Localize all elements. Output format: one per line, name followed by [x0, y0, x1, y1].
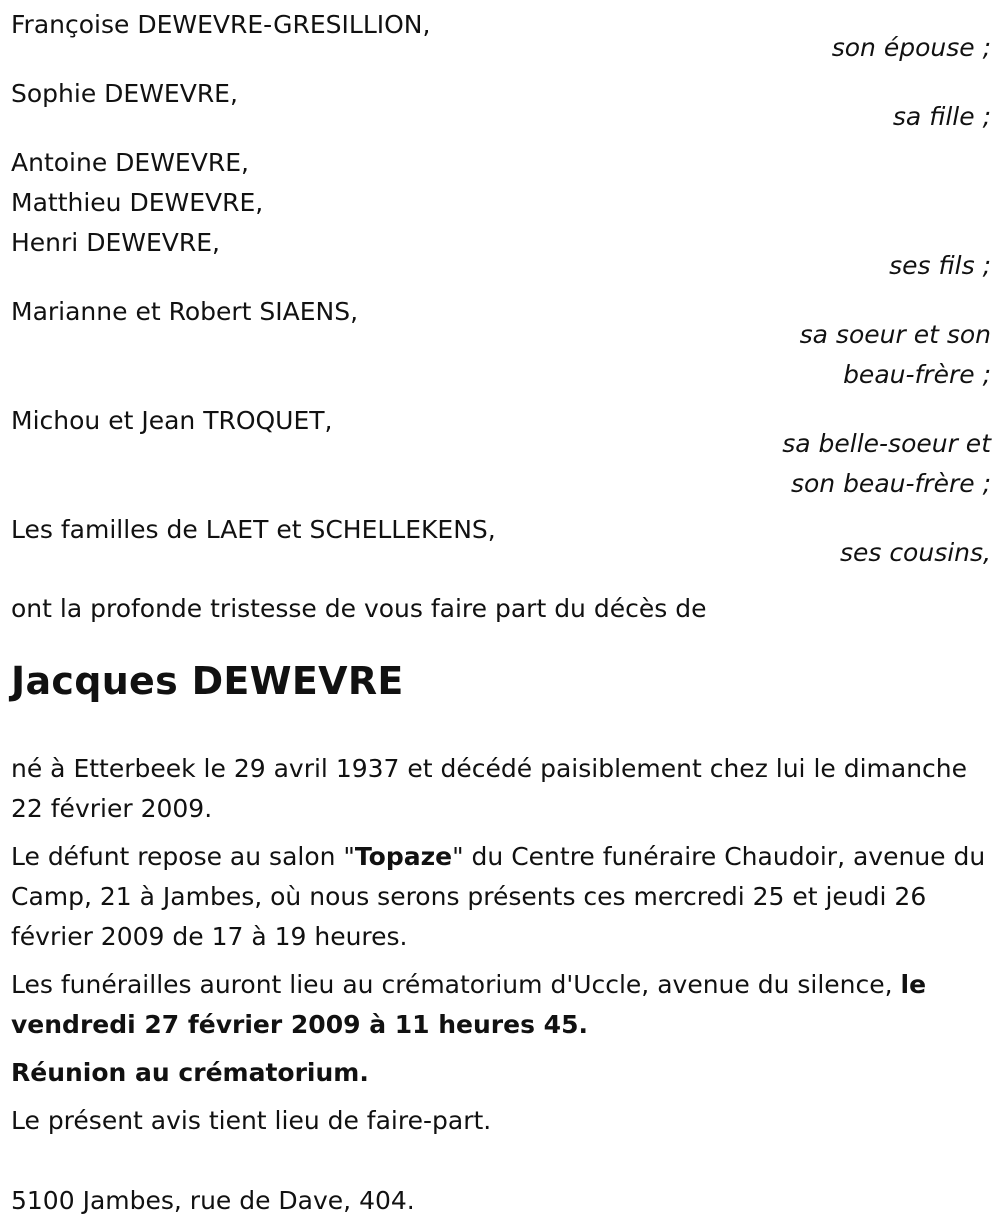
funeral-text: Les funérailles auront lieu au crématorium d'Uccle, avenue du silence,	[11, 970, 901, 999]
family-role: sa fille ;	[892, 102, 991, 131]
family-name: Michou et Jean TROQUET,	[11, 406, 333, 435]
salon-name: Topaze	[354, 842, 453, 871]
family-name: Sophie DEWEVRE,	[11, 79, 238, 108]
address-text: 5100 Jambes, rue de Dave, 404.	[11, 1186, 415, 1215]
family-name: Marianne et Robert SIAENS,	[11, 297, 359, 326]
family-role: ses fils ;	[889, 251, 991, 280]
repose-text-after: " du Centre funéraire Chaudoir, avenue du Camp, 21 à Jambes, où nous serons présents ces mercredi 25 et jeudi 26 février 2009 de 17 à 19 heures.	[11, 842, 986, 951]
family-name: Henri DEWEVRE,	[11, 228, 220, 257]
family-name: Matthieu DEWEVRE,	[11, 188, 264, 217]
family-role: ses cousins,	[839, 538, 991, 567]
repose-text-before: Le défunt repose au salon "	[11, 842, 355, 871]
family-group-sister	[11, 292, 991, 395]
reunion-text: Réunion au crématorium.	[11, 1058, 369, 1087]
repose-paragraph	[11, 837, 991, 957]
funeral-datetime: le vendredi 27 février 2009 à 11 heures 45.	[11, 970, 927, 1039]
family-group-cousins	[11, 510, 991, 573]
family-name: Antoine DEWEVRE,	[11, 148, 249, 177]
family-role: son épouse ;	[831, 33, 991, 62]
announcement-text: ont la profonde tristesse de vous faire part du décès de	[11, 594, 707, 623]
family-name: Françoise DEWEVRE-GRESILLION,	[11, 10, 431, 39]
family-group-spouse	[11, 5, 991, 68]
family-role: son beau-frère ;	[790, 469, 991, 498]
notice-text: Le présent avis tient lieu de faire-part.	[11, 1106, 492, 1135]
family-role: beau-frère ;	[843, 360, 991, 389]
family-group-sister-in-law	[11, 401, 991, 504]
family-role: sa belle-soeur et	[782, 429, 991, 458]
deceased-name: Jacques DEWEVRE	[11, 659, 404, 703]
family-group-sons	[11, 143, 991, 286]
family-group-daughter	[11, 74, 991, 137]
family-name: Les familles de LAET et SCHELLEKENS,	[11, 515, 496, 544]
family-role: sa soeur et son	[799, 320, 991, 349]
obituary-notice	[11, 5, 991, 1229]
birth-death-paragraph: né à Etterbeek le 29 avril 1937 et décédé paisiblement chez lui le dimanche 22 février 2009.	[11, 754, 968, 823]
funeral-paragraph	[11, 965, 991, 1045]
